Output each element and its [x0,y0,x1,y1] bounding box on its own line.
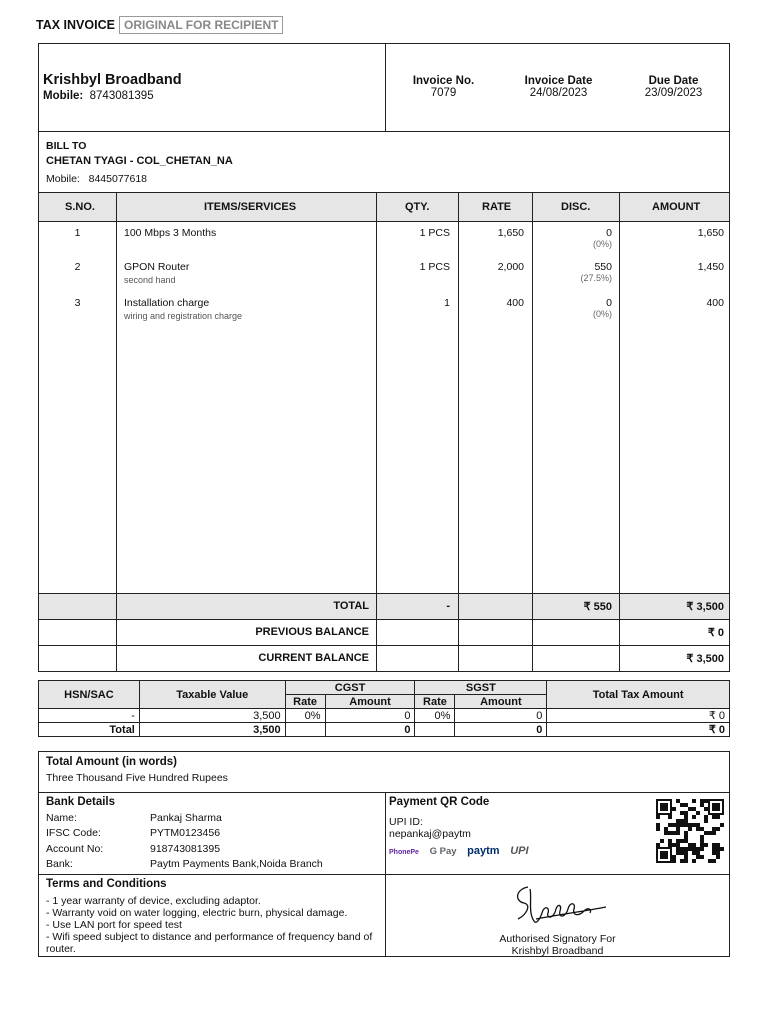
signature-section [386,874,729,957]
terms-section [39,874,386,957]
terms-list [46,895,381,955]
items-table [38,193,730,672]
items-table-header [39,193,729,222]
amount-words-value: Three Thousand Five Hundred Rupees [46,772,228,784]
row3-item: Installation charge [124,297,210,309]
current-balance-value: ₹ 3,500 [686,653,724,665]
col-header-sno: S.NO. [65,201,95,213]
tax-header-cgst: CGST [285,681,415,695]
tax-total-cgst-rate-empty [285,723,325,737]
bank-name-label: Name: [46,812,77,824]
seller-section [39,44,386,131]
upi-logo: UPI [510,845,529,857]
seller-mobile [43,90,154,102]
bank-account-label: Account No: [46,843,104,855]
seller-mobile-value: 8743081395 [89,90,154,102]
invoice-date [516,75,601,99]
bill-to-name: CHETAN TYAGI - COL_CHETAN_NA [46,155,233,167]
previous-balance-label: PREVIOUS BALANCE [255,626,369,638]
row1-item: 100 Mbps 3 Months [124,227,217,239]
bank-ifsc-label: IFSC Code: [46,827,101,839]
row1-disc-pct: (0%) [592,239,612,249]
row2-amount: 1,450 [697,261,724,273]
bill-to-label: BILL TO [46,140,87,152]
bank-bank-value: Paytm Payments Bank,Noida Branch [150,858,323,870]
tax-header-total: Total Tax Amount [547,681,730,709]
due-date-value: 23/09/2023 [644,87,703,99]
row3-amount: 400 [706,297,724,309]
seller-mobile-label: Mobile: [43,90,84,102]
row2-qty: 1 PCS [419,261,450,273]
signatory-line2: Krishbyl Broadband [511,945,604,957]
row1-sno: 1 [74,227,81,239]
terms-item: - Warranty void on water logging, electric burn, physical damage. [46,907,348,919]
bill-to-mobile-value: 8445077618 [88,173,148,185]
tax-row-cgst-amount: 0 [325,709,415,723]
row3-disc: 0 [606,297,612,309]
row1-amount: 1,650 [697,227,724,239]
row-divider [39,645,729,646]
signature-icon [506,879,616,931]
bill-to-section [39,131,729,193]
paytm-logo: paytm [467,845,500,857]
total-qty: - [446,600,450,612]
footer-box [38,751,730,957]
original-badge: ORIGINAL FOR RECIPIENT [119,16,283,34]
upi-id-label: UPI ID: [389,816,423,828]
invoice-meta [386,44,730,131]
terms-item: - Use LAN port for speed test [46,919,182,931]
row2-desc: second hand [124,275,176,285]
row1-rate: 1,650 [497,227,524,239]
tax-total-cgst-amount: 0 [325,723,415,737]
row1-disc: 0 [606,227,612,239]
total-discount: ₹ 550 [583,601,612,613]
tax-header-sgst-rate: Rate [415,695,455,709]
tax-header-sgst-amount: Amount [455,695,547,709]
tax-total-label: Total [39,723,140,737]
qr-code-icon [656,799,724,863]
tax-total-sgst-rate-empty [415,723,455,737]
tax-header-cgst-rate: Rate [285,695,325,709]
tax-row-sgst-amount: 0 [455,709,547,723]
col-header-qty: QTY. [405,201,430,213]
phonepe-logo: PhonePe [389,849,419,856]
upi-id-value: nepankaj@paytm [389,828,471,840]
invoice-number-value: 7079 [430,87,457,99]
document-title: TAX INVOICE [36,18,115,32]
tax-row-sgst-rate: 0% [415,709,455,723]
gpay-logo: G Pay [429,846,457,857]
terms-item: - Wifi speed subject to distance and performance of frequency band of router. [46,931,373,955]
tax-header-cgst-amount: Amount [325,695,415,709]
col-header-rate: RATE [482,201,512,213]
invoice-date-value: 24/08/2023 [529,87,588,99]
due-date-label: Due Date [648,75,699,87]
tax-row-cgst-rate: 0% [285,709,325,723]
signatory-line1: Authorised Signatory For [499,933,616,945]
row-divider [39,593,729,594]
tax-total-taxable: 3,500 [139,723,285,737]
row-divider [39,619,729,620]
payment-qr-label: Payment QR Code [389,796,490,808]
invoice-number [406,75,481,99]
tax-row-hsn: - [39,709,140,723]
tax-table [38,680,730,737]
bank-details [39,792,386,874]
invoice-date-label: Invoice Date [524,75,593,87]
due-date [631,75,716,99]
bank-details-label: Bank Details [46,796,116,808]
tax-header-hsn: HSN/SAC [39,681,140,709]
total-label: TOTAL [333,600,369,612]
row3-qty: 1 [444,297,450,309]
col-header-items: ITEMS/SERVICES [204,201,297,213]
row2-disc: 550 [594,261,612,273]
row3-disc-pct: (0%) [592,309,612,319]
tax-header-sgst: SGST [415,681,547,695]
col-header-amount: AMOUNT [652,201,701,213]
tax-total-amount: ₹ 0 [547,723,730,737]
bill-to-mobile [46,173,147,185]
seller-name: Krishbyl Broadband [43,72,182,88]
payment-qr-section [386,792,729,874]
bank-bank-label: Bank: [46,858,73,870]
row3-sno: 3 [74,297,81,309]
tax-header-taxable: Taxable Value [139,681,285,709]
row2-item: GPON Router [124,261,190,273]
row3-desc: wiring and registration charge [124,311,243,321]
bank-ifsc-value: PYTM0123456 [150,827,221,839]
bank-account-value: 918743081395 [150,843,221,855]
col-header-disc: DISC. [561,201,591,213]
bill-to-mobile-label: Mobile: [46,173,80,185]
payment-logos [389,845,537,857]
row2-disc-pct: (27.5%) [580,273,612,283]
terms-item: - 1 year warranty of device, excluding adaptor. [46,895,261,907]
tax-total-sgst-amount: 0 [455,723,547,737]
total-amount: ₹ 3,500 [686,601,724,613]
bank-name-value: Pankaj Sharma [150,812,222,824]
invoice-header-box [38,43,730,193]
terms-label: Terms and Conditions [46,878,167,890]
tax-row-taxable: 3,500 [139,709,285,723]
row3-rate: 400 [506,297,524,309]
authorised-signatory [386,933,729,957]
tax-row-total: ₹ 0 [547,709,730,723]
amount-words-label: Total Amount (in words) [46,756,177,768]
row2-sno: 2 [74,261,81,273]
row1-qty: 1 PCS [419,227,450,239]
row2-rate: 2,000 [497,261,524,273]
invoice-number-label: Invoice No. [412,75,475,87]
previous-balance-value: ₹ 0 [707,627,724,639]
current-balance-label: CURRENT BALANCE [258,652,369,664]
